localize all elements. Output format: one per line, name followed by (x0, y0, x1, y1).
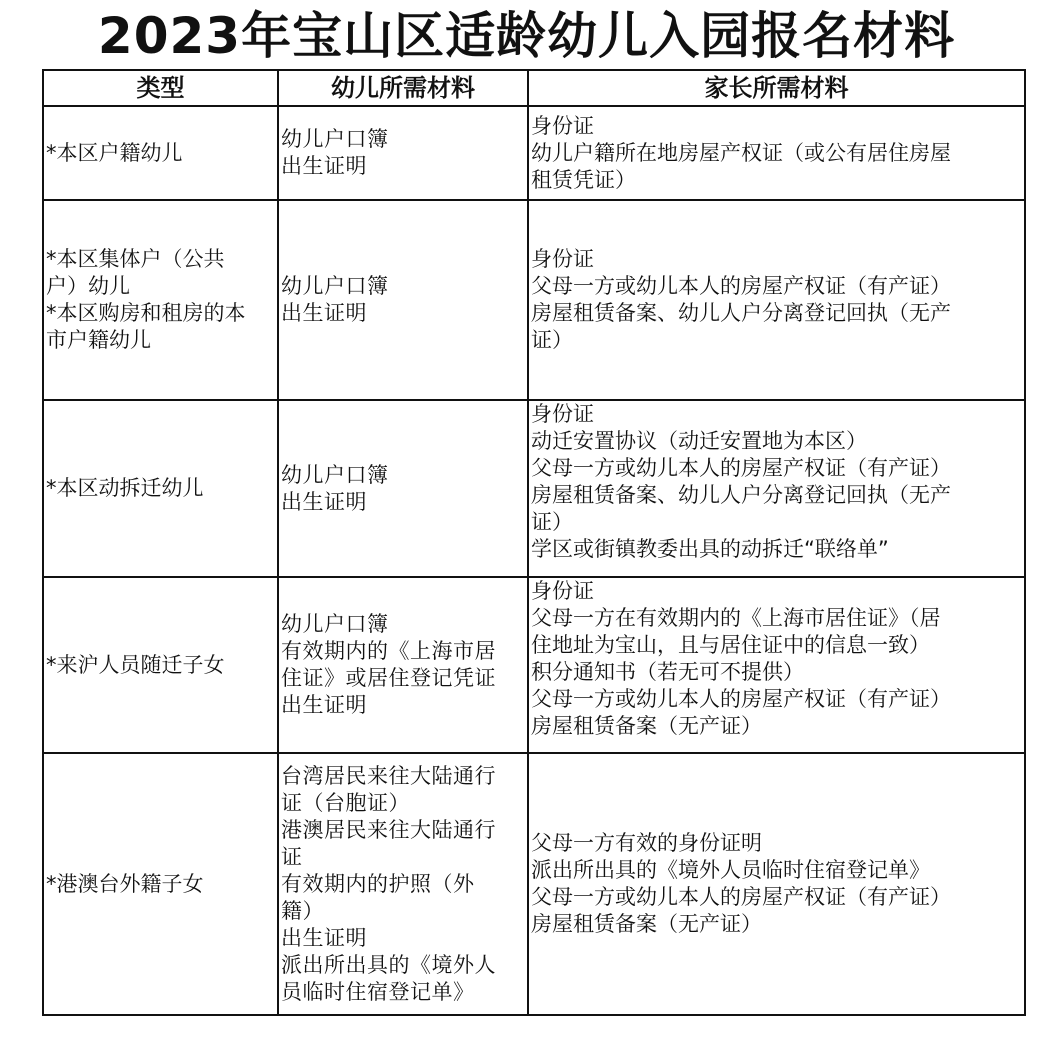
type-line: *本区户籍幼儿 (46, 140, 183, 165)
child-materials-cell (278, 577, 528, 753)
table-row (43, 577, 1025, 753)
parent-material-line: 身份证 (531, 113, 594, 138)
parent-material-line: 父母一方或幼儿本人的房屋产权证（有产证） (531, 456, 951, 480)
child-material-line: 员临时住宿登记单》 (281, 979, 475, 1004)
parent-material-line: 父母一方或幼儿本人的房屋产权证（有产证） (531, 885, 951, 909)
parent-material-line: 幼儿户籍所在地房屋产权证（或公有居住房屋 (531, 140, 951, 165)
parent-material-line: 父母一方有效的身份证明 (531, 831, 762, 855)
header-parent-materials: 家长所需材料 (528, 70, 1025, 106)
child-materials-cell (278, 400, 528, 577)
child-material-line: 幼儿户口簿 (281, 274, 389, 298)
parent-materials-cell (528, 577, 1025, 753)
child-material-line: 证（台胞证） (281, 790, 410, 815)
type-line: *本区购房和租房的本 (46, 301, 246, 325)
type-line: *本区动拆迁幼儿 (46, 476, 204, 500)
child-material-line: 有效期内的《上海市居 (281, 639, 496, 663)
child-material-line: 住证》或居住登记凭证 (281, 666, 496, 690)
type-line: *来沪人员随迁子女 (46, 652, 225, 677)
parent-material-line: 证） (531, 328, 573, 352)
child-material-line: 幼儿户口簿 (281, 612, 389, 636)
child-material-line: 出生证明 (281, 925, 367, 950)
child-material-line: 幼儿户口簿 (281, 462, 389, 487)
child-material-line: 出生证明 (281, 693, 367, 717)
table-row (43, 106, 1025, 200)
parent-material-line: 积分通知书（若无可不提供） (531, 660, 804, 684)
parent-material-line: 住地址为宝山，且与居住证中的信息一致） (531, 633, 930, 657)
parent-materials-cell (528, 200, 1025, 400)
parent-material-line: 房屋租赁备案（无产证） (531, 714, 762, 738)
parent-material-line: 租赁凭证） (531, 167, 636, 192)
parent-materials-cell (528, 106, 1025, 200)
header-child-materials: 幼儿所需材料 (278, 70, 528, 106)
parent-material-line: 身份证 (531, 579, 594, 603)
child-material-line: 港澳居民来往大陆通行 (281, 817, 496, 842)
parent-materials-cell (528, 400, 1025, 577)
materials-table (42, 69, 1026, 1016)
parent-material-line: 身份证 (531, 247, 594, 271)
table-row (43, 400, 1025, 577)
parent-material-line: 房屋租赁备案（无产证） (531, 912, 762, 936)
type-cell (43, 577, 278, 753)
child-material-line: 派出所出具的《境外人 (281, 952, 496, 977)
child-material-line: 有效期内的护照（外 (281, 871, 475, 896)
child-material-line: 幼儿户口簿 (281, 127, 389, 151)
parent-material-line: 房屋租赁备案、幼儿人户分离登记回执（无产 (531, 483, 951, 507)
type-cell (43, 400, 278, 577)
child-materials-cell (278, 753, 528, 1015)
parent-material-line: 父母一方或幼儿本人的房屋产权证（有产证） (531, 687, 951, 711)
child-material-line: 出生证明 (281, 154, 367, 178)
child-material-line: 籍） (281, 898, 324, 923)
type-cell (43, 106, 278, 200)
child-materials-cell (278, 106, 528, 200)
child-material-line: 台湾居民来往大陆通行 (281, 763, 496, 788)
type-cell (43, 753, 278, 1015)
child-material-line: 出生证明 (281, 301, 367, 325)
parent-material-line: 父母一方或幼儿本人的房屋产权证（有产证） (531, 274, 951, 298)
parent-material-line: 学区或街镇教委出具的动拆迁“联络单” (531, 537, 889, 561)
table-header-row (43, 70, 1025, 106)
header-type: 类型 (43, 70, 278, 106)
parent-material-line: 房屋租赁备案、幼儿人户分离登记回执（无产 (531, 301, 951, 325)
table-row (43, 753, 1025, 1015)
child-material-line: 出生证明 (281, 489, 367, 514)
child-material-line: 证 (281, 844, 303, 869)
page-title: 2023年宝山区适龄幼儿入园报名材料 (97, 7, 956, 65)
parent-material-line: 父母一方在有效期内的《上海市居住证》（居 (531, 606, 941, 630)
parent-material-line: 身份证 (531, 402, 594, 426)
type-line: *本区集体户（公共 (46, 247, 225, 271)
parent-materials-cell (528, 753, 1025, 1015)
table-row (43, 200, 1025, 400)
type-line: 市户籍幼儿 (46, 328, 151, 352)
parent-material-line: 证） (531, 510, 573, 534)
child-materials-cell (278, 200, 528, 400)
parent-material-line: 派出所出具的《境外人员临时住宿登记单》 (531, 858, 930, 882)
parent-material-line: 动迁安置协议（动迁安置地为本区） (531, 429, 867, 453)
type-line: 户）幼儿 (46, 274, 130, 298)
type-cell (43, 200, 278, 400)
type-line: *港澳台外籍子女 (46, 871, 204, 896)
